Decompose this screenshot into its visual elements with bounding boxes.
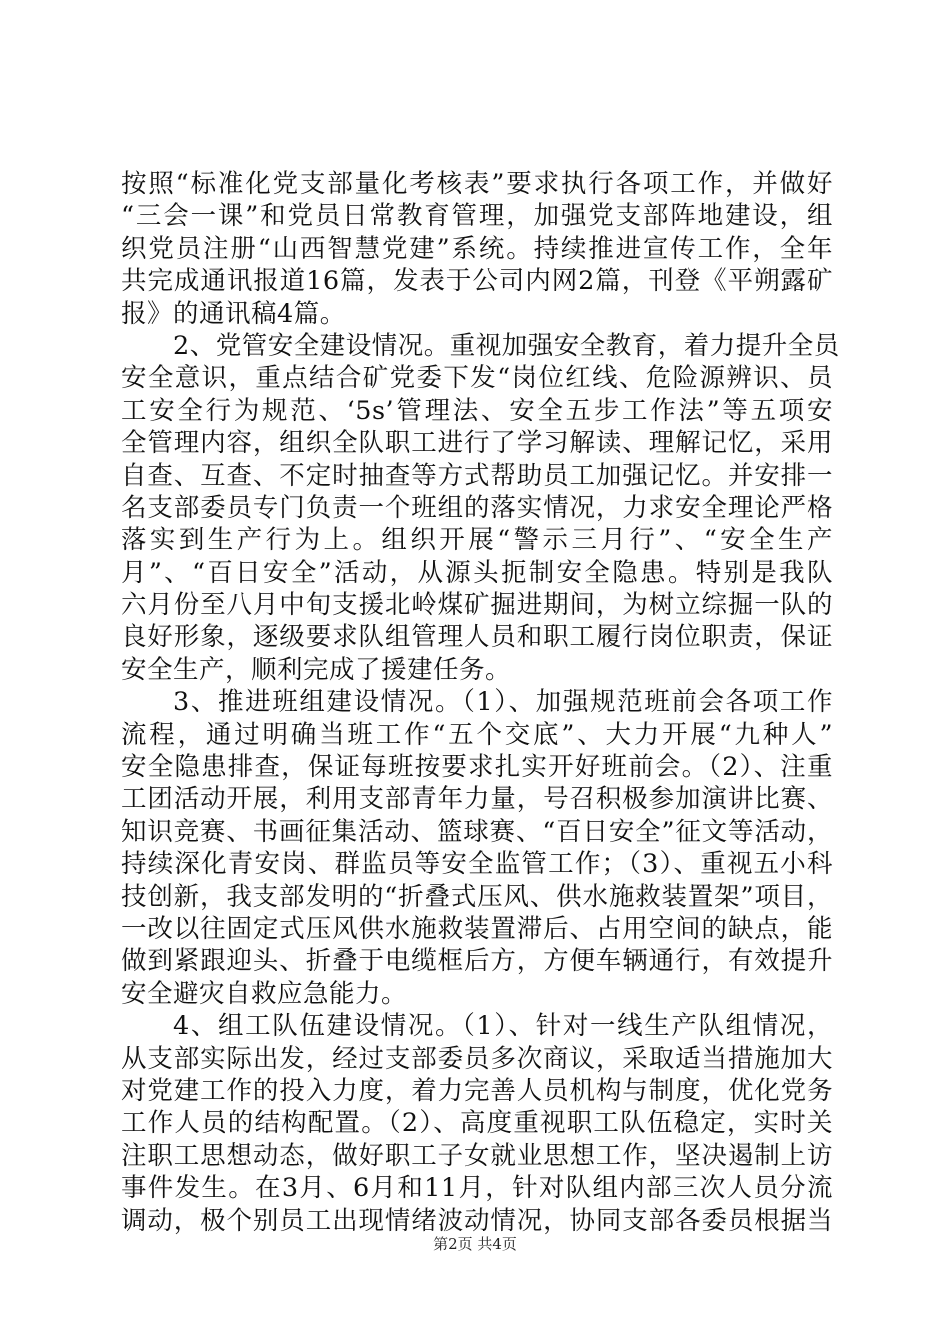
text-line: 报》的通讯稿4篇。 bbox=[121, 298, 346, 329]
text-line: 安全避灾自救应急能力。 bbox=[121, 978, 408, 1009]
text-line: 安全隐患排查，保证每班按要求扎实开好班前会。（2）、注重 bbox=[121, 752, 833, 783]
text-line: 安全生产，顺利完成了援建任务。 bbox=[121, 654, 512, 685]
text-line: 4、组工队伍建设情况。（1）、针对一线生产队组情况， bbox=[173, 1011, 833, 1042]
text-line: 流程，通过明确当班工作“五个交底”、大力开展“九种人” bbox=[121, 719, 833, 750]
text-line: 事件发生。在3月、6月和11月，针对队组内部三次人员分流 bbox=[121, 1173, 833, 1204]
text-line: 3、推进班组建设情况。（1）、加强规范班前会各项工作 bbox=[173, 687, 833, 718]
text-line: 2、党管安全建设情况。重视加强安全教育，着力提升全员 bbox=[173, 330, 840, 361]
text-line: 工团活动开展，利用支部青年力量，号召积极参加演讲比赛、 bbox=[121, 784, 833, 815]
text-line: 做到紧跟迎头、折叠于电缆框后方，方便车辆通行，有效提升 bbox=[121, 946, 833, 977]
text-line: 六月份至八月中旬支援北岭煤矿掘进期间，为树立综掘一队的 bbox=[121, 590, 833, 621]
text-line: 从支部实际出发，经过支部委员多次商议，采取适当措施加大 bbox=[121, 1043, 833, 1074]
text-line: 名支部委员专门负责一个班组的落实情况，力求安全理论严格 bbox=[121, 492, 833, 523]
text-line: 安全意识，重点结合矿党委下发“岗位红线、危险源辨识、员 bbox=[121, 363, 833, 394]
document-body bbox=[121, 168, 840, 1237]
text-line: 一改以往固定式压风供水施救装置滞后、占用空间的缺点，能 bbox=[121, 913, 833, 944]
text-line: 月”、“百日安全”活动，从源头扼制安全隐患。特别是我队 bbox=[121, 557, 833, 588]
text-line: 对党建工作的投入力度，着力完善人员机构与制度，优化党务 bbox=[121, 1075, 833, 1106]
text-line: 知识竞赛、书画征集活动、篮球赛、“百日安全”征文等活动， bbox=[121, 816, 833, 847]
text-line: 共完成通讯报道16篇，发表于公司内网2篇，刊登《平朔露矿 bbox=[121, 266, 833, 297]
text-line: 自查、互查、不定时抽查等方式帮助员工加强记忆。并安排一 bbox=[121, 460, 833, 491]
text-line: 落实到生产行为上。组织开展“警示三月行”、“安全生产 bbox=[121, 525, 833, 556]
text-line: 全管理内容，组织全队职工进行了学习解读、理解记忆，采用 bbox=[121, 428, 833, 459]
page-number-footer: 第2页 共4页 bbox=[433, 1235, 517, 1253]
text-line: 持续深化青安岗、群监员等安全监管工作；（3）、重视五小科 bbox=[121, 849, 833, 880]
text-line: 技创新，我支部发明的“折叠式压风、供水施救装置架”项目， bbox=[121, 881, 833, 912]
text-line: 工作人员的结构配置。（2）、高度重视职工队伍稳定，实时关 bbox=[121, 1108, 833, 1139]
text-line: 注职工思想动态，做好职工子女就业思想工作，坚决遏制上访 bbox=[121, 1140, 833, 1171]
text-line: 工安全行为规范、‘5s’管理法、安全五步工作法”等五项安 bbox=[121, 395, 833, 426]
text-line: 良好形象，逐级要求队组管理人员和职工履行岗位职责，保证 bbox=[121, 622, 833, 653]
text-line: “三会一课”和党员日常教育管理，加强党支部阵地建设，组 bbox=[121, 201, 833, 232]
text-line: 按照“标准化党支部量化考核表”要求执行各项工作，并做好 bbox=[121, 169, 833, 199]
text-line: 调动，极个别员工出现情绪波动情况，协同支部各委员根据当 bbox=[121, 1205, 833, 1236]
text-line: 织党员注册“山西智慧党建”系统。持续推进宣传工作，全年 bbox=[121, 233, 833, 264]
